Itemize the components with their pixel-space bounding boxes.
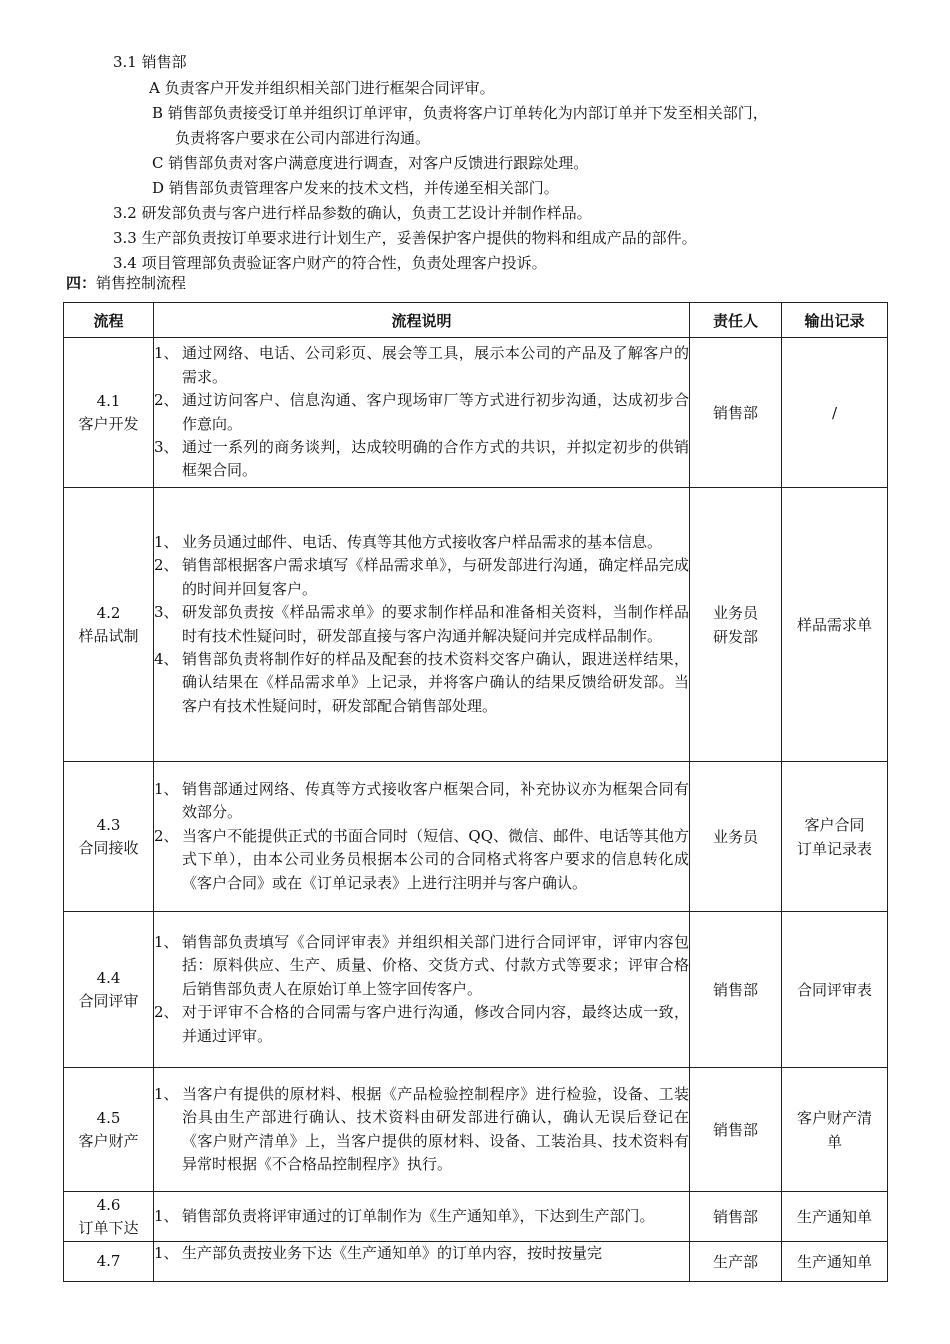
header-output: 输出记录 <box>782 303 888 338</box>
responsible-cell <box>690 1242 782 1282</box>
responsible-cell <box>690 1068 782 1192</box>
process-cell <box>64 1242 154 1282</box>
item-text: 研发部负责按《样品需求单》的要求制作样品和准备相关资料，当制作样品时有技术性疑问时，研发部直接与客户沟通并解决疑问并完成样品制作。 <box>182 603 689 645</box>
item-index: 2、 <box>154 391 179 410</box>
description-item <box>154 531 689 554</box>
output-record-cell <box>782 762 888 912</box>
table-row <box>64 912 888 1068</box>
process-number: 4.7 <box>96 1252 121 1270</box>
output-record-cell <box>782 912 888 1068</box>
intro-line: A 负责客户开发并组织相关部门进行框架合同评审。 <box>149 79 495 97</box>
description-item <box>154 825 689 895</box>
section-number: 四： <box>66 274 97 292</box>
table-row <box>64 1068 888 1192</box>
responsible-cell <box>690 338 782 488</box>
responsible-party: 生产部 <box>712 1252 758 1271</box>
output-record-cell <box>782 1192 888 1242</box>
output-record: 生产通知单 <box>796 1207 872 1226</box>
process-cell <box>64 762 154 912</box>
output-record-cell <box>782 1242 888 1282</box>
output-record: 订单记录表 <box>796 839 872 858</box>
description-cell <box>154 488 690 762</box>
responsible-party: 业务员 <box>712 827 758 846</box>
description-item <box>154 1083 689 1177</box>
item-text: 当客户有提供的原材料、根据《产品检验控制程序》进行检验，设备、工装治具由生产部进行确认、技术资料由研发部进行确认，确认无误后登记在《客户财产清单》上，当客户提供的原材料、设备、工装治具、技术资料有异常时根据《不合格品控制程序》执行。 <box>182 1084 689 1173</box>
description-item <box>154 389 689 436</box>
item-text: 销售部负责将制作好的样品及配套的技术资料交客户确认，跟进送样结果，确认结果在《样品需求单》上记录，并将客户确认的结果反馈给研发部。当客户有技术性疑问时，研发部配合销售部处理。 <box>182 649 689 715</box>
process-cell <box>64 912 154 1068</box>
description-cell <box>154 1068 690 1192</box>
item-index: 2、 <box>154 826 179 845</box>
item-index: 1、 <box>154 1084 179 1103</box>
description-item <box>154 778 689 825</box>
header-responsible: 责任人 <box>690 303 782 338</box>
description-item <box>154 554 689 601</box>
output-record: 客户财产清 <box>796 1108 872 1127</box>
output-record: 合同评审表 <box>796 980 872 999</box>
responsible-party: 销售部 <box>712 980 758 999</box>
responsible-party: 研发部 <box>712 627 758 646</box>
sales-control-flow-table <box>63 302 888 1282</box>
item-index: 1、 <box>154 1244 179 1262</box>
intro-line: C 销售部负责对客户满意度进行调查，对客户反馈进行跟踪处理。 <box>152 154 589 172</box>
description-item <box>154 601 689 648</box>
item-index: 1、 <box>154 344 179 363</box>
description-item <box>154 1242 689 1265</box>
intro-line: 3.3 生产部负责按订单要求进行计划生产，妥善保护客户提供的物料和组成产品的部件。 <box>113 229 697 247</box>
process-number: 4.5 <box>96 1108 121 1127</box>
process-number: 4.1 <box>96 391 121 410</box>
item-index: 3、 <box>154 437 179 456</box>
description-cell <box>154 1192 690 1242</box>
responsible-cell <box>690 1192 782 1242</box>
table-row <box>64 488 888 762</box>
item-index: 2、 <box>154 556 179 575</box>
intro-line: B 销售部负责接受订单并组织订单评审，负责将客户订单转化为内部订单并下发至相关部门， <box>152 104 768 122</box>
header-process: 流程 <box>64 303 154 338</box>
table-row <box>64 338 888 488</box>
description-item <box>154 648 689 718</box>
process-number: 4.2 <box>96 603 121 622</box>
item-text: 销售部负责填写《合同评审表》并组织相关部门进行合同评审，评审内容包括：原料供应、生产、质量、价格、交货方式、付款方式等要求；评审合格后销售部负责人在原始订单上签字回传客户。 <box>182 932 689 998</box>
process-cell <box>64 338 154 488</box>
item-index: 1、 <box>154 779 179 798</box>
output-record: 单 <box>826 1132 842 1151</box>
process-cell <box>64 1192 154 1242</box>
description-cell <box>154 762 690 912</box>
output-record: 客户合同 <box>804 815 865 834</box>
section-title: 销售控制流程 <box>96 274 187 292</box>
item-text: 通过一系列的商务谈判，达成较明确的合作方式的共识，并拟定初步的供销框架合同。 <box>182 437 689 480</box>
table-body <box>64 338 888 1282</box>
table-header-row <box>64 303 888 338</box>
responsible-cell <box>690 912 782 1068</box>
table-row <box>64 762 888 912</box>
description-cell <box>154 912 690 1068</box>
item-index: 1、 <box>154 532 179 551</box>
description-item <box>154 931 689 1001</box>
responsible-party: 业务员 <box>712 603 758 622</box>
responsible-party: 销售部 <box>712 1207 758 1226</box>
responsible-party: 销售部 <box>712 1120 758 1139</box>
item-text: 当客户不能提供正式的书面合同时（短信、QQ、微信、邮件、电话等其他方式下单），由本公司业务员根据本公司的合同格式将客户要求的信息转化成《客户合同》或在《订单记录表》上进行注明并与客户确认。 <box>182 826 689 892</box>
output-record: 生产通知单 <box>796 1252 872 1271</box>
description-item <box>154 342 689 389</box>
intro-line: 负责将客户要求在公司内部进行沟通。 <box>175 129 431 147</box>
responsible-party: 销售部 <box>712 403 758 422</box>
item-text: 销售部根据客户需求填写《样品需求单》，与研发部进行沟通，确定样品完成的时间并回复客户。 <box>182 556 689 598</box>
description-cell <box>154 338 690 488</box>
process-number: 4.3 <box>96 815 121 834</box>
section-heading <box>66 273 186 293</box>
intro-line: D 销售部负责管理客户发来的技术文档，并传递至相关部门。 <box>152 179 559 197</box>
process-name: 客户财产 <box>78 1131 139 1150</box>
item-text: 生产部负责按业务下达《生产通知单》的订单内容，按时按量完 <box>182 1244 603 1262</box>
item-index: 2、 <box>154 1003 179 1022</box>
item-text: 通过网络、电话、公司彩页、展会等工具，展示本公司的产品及了解客户的需求。 <box>182 344 689 386</box>
process-name: 样品试制 <box>78 626 139 645</box>
process-name: 订单下达 <box>78 1218 139 1237</box>
description-cell <box>154 1242 690 1282</box>
responsible-cell <box>690 762 782 912</box>
item-text: 销售部负责将评审通过的订单制作为《生产通知单》，下达到生产部门。 <box>182 1206 655 1225</box>
process-name: 客户开发 <box>78 414 139 433</box>
process-cell <box>64 1068 154 1192</box>
item-index: 3、 <box>154 603 179 622</box>
item-index: 1、 <box>154 1206 179 1225</box>
item-text: 销售部通过网络、传真等方式接收客户框架合同，补充协议亦为框架合同有效部分。 <box>182 779 689 822</box>
item-text: 对于评审不合格的合同需与客户进行沟通，修改合同内容，最终达成一致，并通过评审。 <box>182 1003 689 1045</box>
process-number: 4.6 <box>96 1195 121 1214</box>
responsible-cell <box>690 488 782 762</box>
process-name: 合同接收 <box>78 838 139 857</box>
intro-line: 3.2 研发部负责与客户进行样品参数的确认，负责工艺设计并制作样品。 <box>113 204 592 222</box>
output-record-cell <box>782 488 888 762</box>
item-text: 通过访问客户、信息沟通、客户现场审厂等方式进行初步沟通，达成初步合作意向。 <box>182 391 689 433</box>
output-record: 样品需求单 <box>796 615 872 634</box>
intro-line: 3.1 销售部 <box>113 53 187 71</box>
process-name: 合同评审 <box>78 991 139 1010</box>
process-cell <box>64 488 154 762</box>
output-record-cell <box>782 1068 888 1192</box>
process-number: 4.4 <box>96 968 121 987</box>
item-index: 4、 <box>154 649 179 668</box>
description-item <box>154 1205 689 1228</box>
output-record-cell <box>782 338 888 488</box>
table-row <box>64 1242 888 1282</box>
intro-line: 3.4 项目管理部负责验证客户财产的符合性，负责处理客户投诉。 <box>113 254 547 272</box>
output-record: / <box>831 403 838 422</box>
header-description: 流程说明 <box>154 303 690 338</box>
item-text: 业务员通过邮件、电话、传真等其他方式接收客户样品需求的基本信息。 <box>182 532 663 551</box>
description-item <box>154 436 689 483</box>
table-row <box>64 1192 888 1242</box>
item-index: 1、 <box>154 932 179 951</box>
description-item <box>154 1001 689 1048</box>
